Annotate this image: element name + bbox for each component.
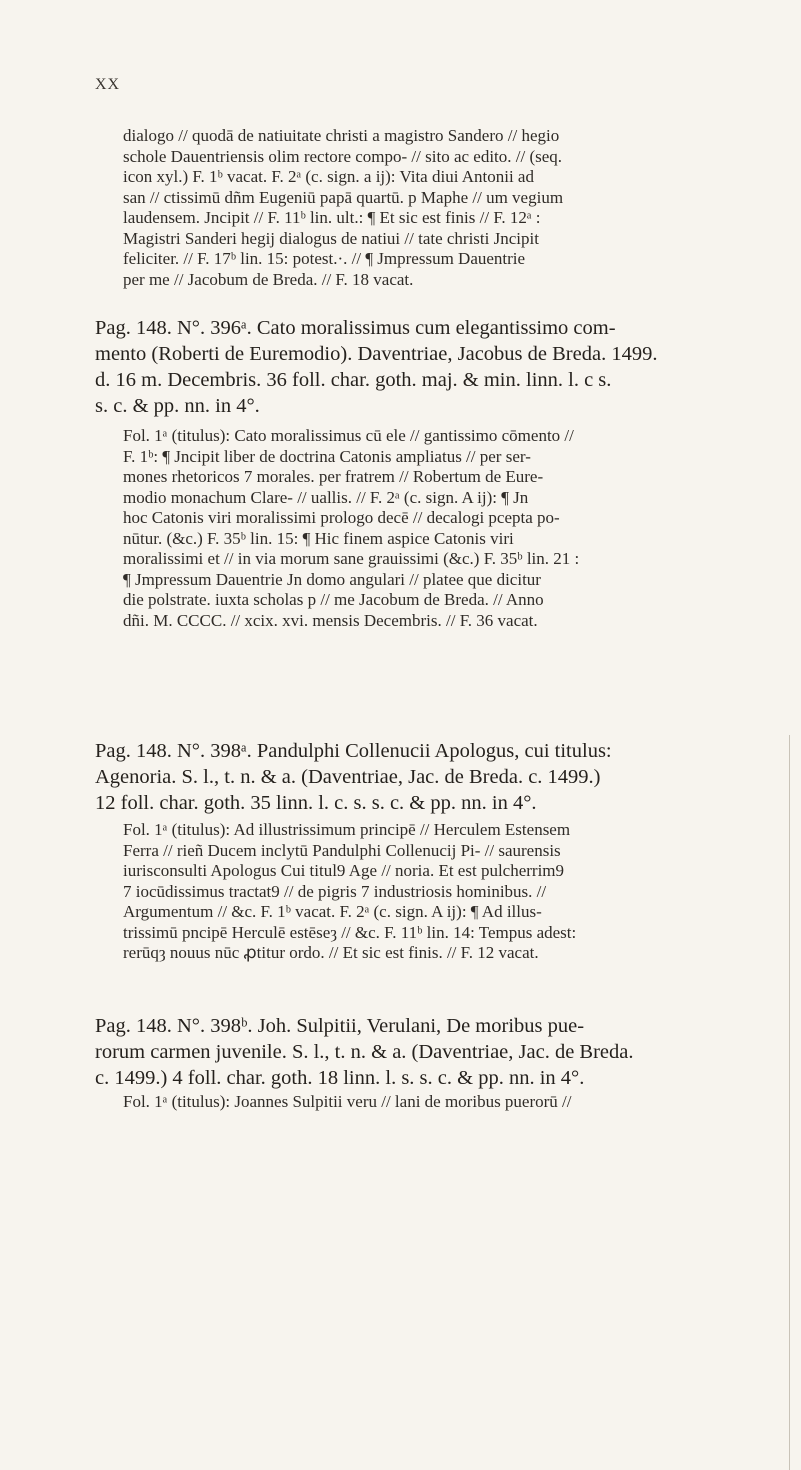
text-line: rerūqȝ nouus nūc ꝓtitur ordo. // Et sic est finis. // F. 12 vacat.	[123, 943, 539, 962]
text-line: trissimū pncipē Herculē estēseȝ // &c. F. 11ᵇ lin. 14: Tempus adest:	[123, 922, 577, 942]
text-line: moralissimi et // in via morum sane grauissimi (&c.) F. 35ᵇ lin. 21 :	[123, 549, 580, 568]
heading-line: rorum carmen juvenile. S. l., t. n. & a. (Daventriae, Jac. de Breda.	[95, 1041, 634, 1063]
text-line: dñi. M. CCCC. // xcix. xvi. mensis Decembris. // F. 36 vacat.	[123, 610, 538, 630]
entry-body-398a	[123, 820, 743, 964]
text-line: modio monachum Clare- // uallis. // F. 2ᵃ (c. sign. A ij): ¶ Jn	[123, 487, 529, 507]
text-line: dialogo // quodā de natiuitate christi a magistro Sandero // hegio	[123, 126, 560, 145]
entry-heading-398b	[95, 1013, 755, 1091]
text-line: feliciter. // F. 17ᵇ lin. 15: potest.·. // ¶ Jmpressum Dauentrie	[123, 249, 526, 268]
entry-heading-396a	[95, 315, 755, 419]
text-line: Ferra // rieñ Ducem inclytū Pandulphi Collenucij Pi- // saurensis	[123, 840, 561, 860]
text-line: Magistri Sanderi hegij dialogus de natiui // tate christi Jncipit	[123, 228, 539, 248]
text-line: san // ctissimū dñm Eugeniū papā quartū. p Maphe // um vegium	[123, 187, 564, 207]
heading-line: d. 16 m. Decembris. 36 foll. char. goth. maj. & min. linn. l. c s.	[95, 369, 612, 391]
heading-line: Pag. 148. N°. 396ᵃ. Cato moralissimus cum elegantissimo com-	[95, 317, 616, 339]
text-line: Fol. 1ᵃ (titulus): Cato moralissimus cū ele // gantissimo cōmento //	[123, 426, 574, 445]
entry-heading-398a	[95, 738, 755, 816]
text-line: iurisconsulti Apologus Cui titul9 Age // noria. Et est pulcherrim9	[123, 861, 565, 880]
text-line: ¶ Jmpressum Dauentrie Jn domo angulari // platee que dicitur	[123, 569, 541, 589]
text-line: Fol. 1ᵃ (titulus): Ad illustrissimum principē // Herculem Estensem	[123, 820, 571, 839]
previous-entry-continuation	[123, 126, 743, 290]
heading-line: mento (Roberti de Euremodio). Daventriae, Jacobus de Breda. 1499.	[95, 343, 658, 365]
heading-line: Agenoria. S. l., t. n. & a. (Daventriae, Jac. de Breda. c. 1499.)	[95, 766, 601, 788]
heading-line: s. c. & pp. nn. in 4°.	[95, 395, 260, 417]
text-line: icon xyl.) F. 1ᵇ vacat. F. 2ᵃ (c. sign. a ij): Vita diui Antonii ad	[123, 167, 534, 186]
text-line: hoc Catonis viri moralissimi prologo decē // decalogi pcepta po-	[123, 508, 560, 527]
text-line: nūtur. (&c.) F. 35ᵇ lin. 15: ¶ Hic finem aspice Catonis viri	[123, 528, 514, 548]
text-line: die polstrate. iuxta scholas p // me Jacobum de Breda. // Anno	[123, 590, 544, 609]
text-line: Fol. 1ᵃ (titulus): Joannes Sulpitii veru // lani de moribus puerorū //	[123, 1092, 572, 1111]
text-line: per me // Jacobum de Breda. // F. 18 vacat.	[123, 269, 414, 289]
heading-line: Pag. 148. N°. 398ᵇ. Joh. Sulpitii, Verulani, De moribus pue-	[95, 1015, 585, 1037]
page-edge-rule	[789, 735, 790, 1470]
text-line: Argumentum // &c. F. 1ᵇ vacat. F. 2ᵃ (c. sign. A ij): ¶ Ad illus-	[123, 902, 542, 921]
text-line: laudensem. Jncipit // F. 11ᵇ lin. ult.: ¶ Et sic est finis // F. 12ᵃ :	[123, 208, 541, 227]
text-line: F. 1ᵇ: ¶ Jncipit liber de doctrina Catonis ampliatus // per ser-	[123, 446, 531, 466]
heading-line: Pag. 148. N°. 398ᵃ. Pandulphi Collenucii Apologus, cui titulus:	[95, 740, 612, 762]
text-line: mones rhetoricos 7 morales. per fratrem // Robertum de Eure-	[123, 467, 544, 486]
entry-body-396a	[123, 426, 743, 631]
entry-body-398b	[123, 1092, 743, 1113]
text-line: 7 iocūdissimus tractat9 // de pigris 7 industriosis hominibus. //	[123, 881, 547, 901]
page-number: XX	[95, 76, 121, 93]
text-line: schole Dauentriensis olim rectore compo- // sito ac edito. // (seq.	[123, 146, 563, 166]
heading-line: 12 foll. char. goth. 35 linn. l. c. s. s. c. & pp. nn. in 4°.	[95, 792, 537, 814]
heading-line: c. 1499.) 4 foll. char. goth. 18 linn. l. s. s. c. & pp. nn. in 4°.	[95, 1067, 585, 1089]
